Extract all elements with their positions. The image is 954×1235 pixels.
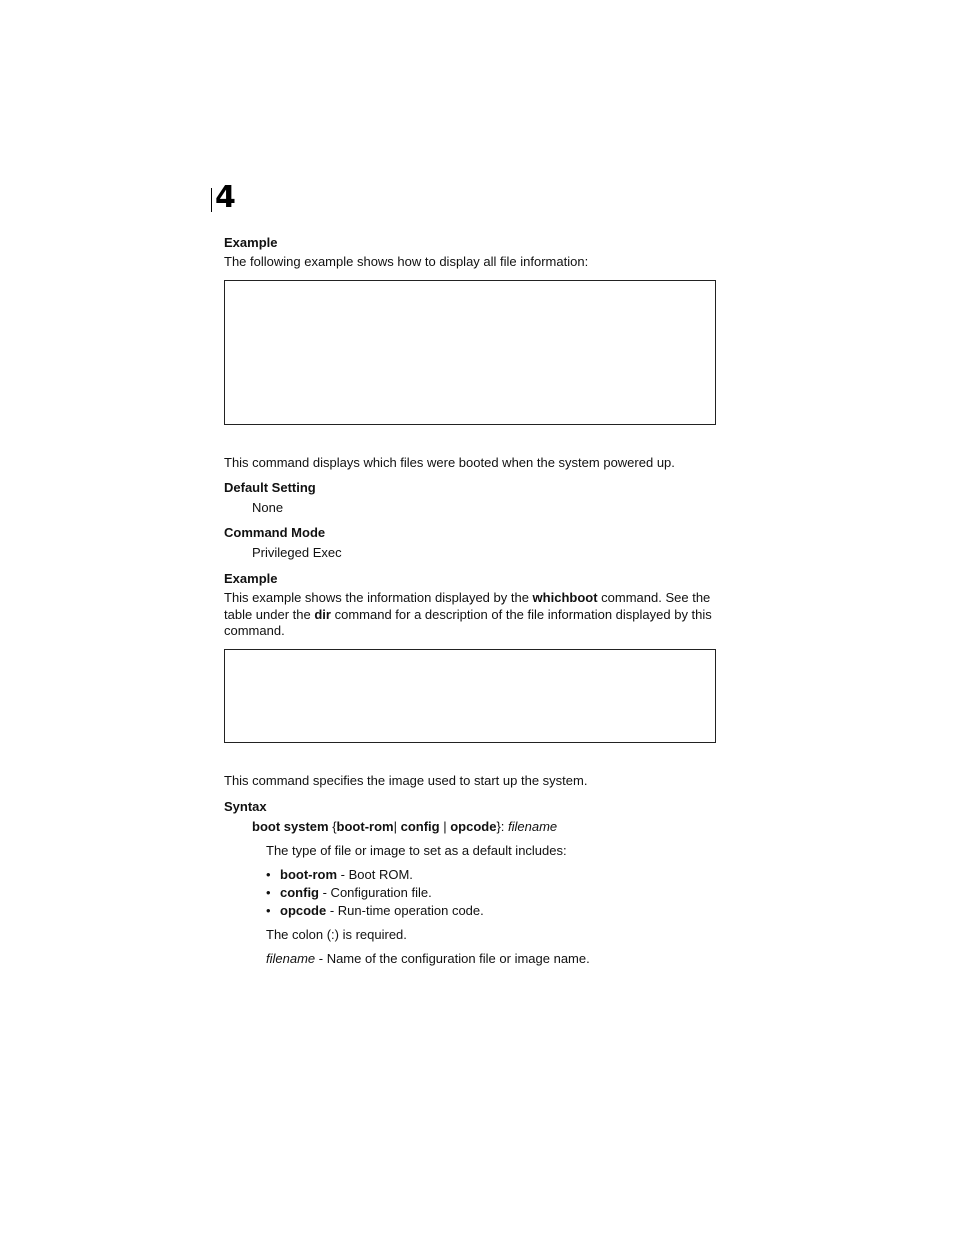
syntax-punctuation: |	[393, 819, 401, 834]
colon-note: The colon (:) is required.	[266, 927, 407, 942]
option-bullet-list	[266, 867, 666, 921]
bullet-icon: •	[266, 867, 271, 882]
default-setting-heading: Default Setting	[224, 480, 316, 495]
option-term: opcode	[280, 903, 327, 918]
example-heading: Example	[224, 571, 278, 586]
list-item	[266, 885, 666, 903]
example-heading: Example	[224, 235, 278, 250]
syntax-line	[252, 819, 557, 835]
boot-system-description: This command specifies the image used to start up the system.	[224, 773, 588, 788]
parameter-description: - Name of the configuration file or image name.	[315, 951, 590, 966]
syntax-punctuation: |	[439, 819, 451, 834]
syntax-punctuation: }:	[496, 819, 509, 834]
syntax-heading: Syntax	[224, 799, 267, 814]
chapter-marker-bar	[211, 188, 212, 212]
example-description	[224, 590, 716, 640]
command-name: dir	[314, 606, 331, 622]
bullet-icon: •	[266, 885, 271, 900]
code-example-box	[224, 280, 716, 425]
syntax-punctuation: {	[328, 819, 337, 834]
syntax-option: boot-rom	[336, 819, 394, 834]
option-description: - Configuration file.	[319, 885, 432, 900]
parameter-term: filename	[266, 951, 316, 966]
text-fragment: command for a description of the file information displayed by this command.	[224, 606, 712, 638]
bullet-icon: •	[266, 903, 271, 918]
command-name: whichboot	[532, 590, 598, 605]
chapter-number: 4	[215, 180, 236, 215]
filename-note	[266, 951, 590, 967]
list-item	[266, 903, 666, 921]
default-setting-value: None	[252, 500, 284, 515]
text-fragment: This example shows the information displayed by the	[224, 590, 533, 605]
syntax-option: opcode	[450, 819, 497, 834]
text-fragment: command. See the table under the	[224, 590, 711, 622]
code-example-box	[224, 649, 716, 743]
whichboot-description: This command displays which files were booted when the system powered up.	[224, 455, 675, 470]
type-intro-text: The type of file or image to set as a default includes:	[266, 843, 567, 858]
option-description: - Run-time operation code.	[326, 903, 484, 918]
syntax-parameter: filename	[508, 819, 558, 834]
chapter-number-marker	[211, 180, 239, 215]
option-term: config	[280, 885, 319, 900]
command-mode-heading: Command Mode	[224, 525, 326, 540]
option-term: boot-rom	[280, 867, 338, 882]
syntax-command: boot system	[252, 819, 329, 834]
command-mode-value: Privileged Exec	[252, 545, 342, 560]
list-item	[266, 867, 666, 885]
syntax-option: config	[400, 819, 440, 834]
option-description: - Boot ROM.	[337, 867, 413, 882]
example-intro-text: The following example shows how to display all file information:	[224, 254, 589, 269]
